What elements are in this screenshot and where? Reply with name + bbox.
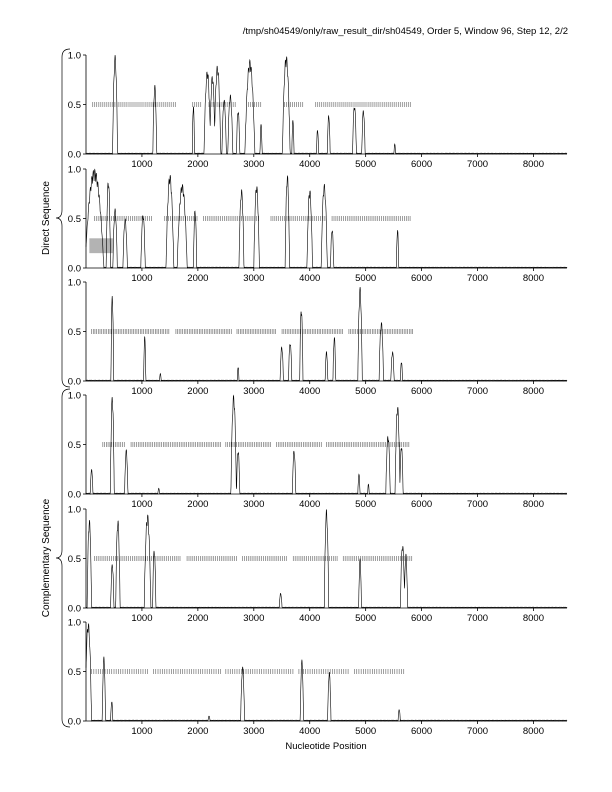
marker-row xyxy=(285,102,303,107)
marker-row xyxy=(92,669,148,674)
x-axis-label: Nucleotide Position xyxy=(285,741,367,752)
x-tick-label: 4000 xyxy=(299,726,321,737)
y-tick-label: 1.0 xyxy=(67,504,81,516)
marker-row xyxy=(277,442,322,447)
x-tick-label: 6000 xyxy=(411,613,433,624)
y-tick-label: 0.5 xyxy=(67,667,81,678)
panel-stack xyxy=(68,51,567,738)
x-tick-label: 1000 xyxy=(131,159,153,170)
x-tick-label: 2000 xyxy=(187,159,209,170)
signal-line xyxy=(86,510,567,609)
x-tick-label: 3000 xyxy=(243,726,265,737)
y-tick-label: 1.0 xyxy=(67,50,81,62)
marker-row xyxy=(332,216,410,221)
marker-row xyxy=(282,329,343,334)
marker-row xyxy=(355,669,404,674)
group-brackets xyxy=(41,49,70,727)
marker-row xyxy=(243,556,287,561)
x-tick-label: 1000 xyxy=(131,726,153,737)
x-tick-label: 5000 xyxy=(355,726,377,737)
x-tick-label: 3000 xyxy=(243,159,265,170)
x-tick-label: 1000 xyxy=(131,386,153,397)
x-tick-label: 5000 xyxy=(355,386,377,397)
y-tick-label: 1.0 xyxy=(67,164,81,176)
x-tick-label: 6000 xyxy=(411,386,433,397)
group-2 xyxy=(41,389,70,727)
marker-row xyxy=(316,102,411,107)
y-tick-label: 0.0 xyxy=(67,603,81,615)
y-tick-label: 1.0 xyxy=(67,390,81,402)
y-tick-label: 0.5 xyxy=(67,440,81,451)
marker-row xyxy=(187,556,236,561)
marker-row xyxy=(176,329,231,334)
y-tick-label: 0.0 xyxy=(67,149,81,161)
marker-row xyxy=(193,102,201,107)
x-tick-label: 3000 xyxy=(243,273,265,284)
x-tick-label: 8000 xyxy=(522,159,545,170)
x-tick-label: 1000 xyxy=(131,273,153,284)
shaded-region xyxy=(89,238,112,253)
marker-row xyxy=(204,216,259,221)
x-tick-label: 2000 xyxy=(187,613,209,624)
y-tick-label: 0.5 xyxy=(67,554,81,565)
marker-row xyxy=(154,669,221,674)
x-tick-label: 8000 xyxy=(522,273,545,284)
y-tick-label: 1.0 xyxy=(67,617,81,629)
marker-row xyxy=(165,216,197,221)
y-tick-label: 0.5 xyxy=(67,214,81,225)
y-tick-label: 0.0 xyxy=(67,263,81,275)
x-tick-label: 4000 xyxy=(299,386,321,397)
y-tick-label: 0.0 xyxy=(67,716,81,728)
x-tick-label: 2000 xyxy=(187,499,209,510)
x-tick-label: 5000 xyxy=(355,273,377,284)
x-tick-label: 3000 xyxy=(243,499,265,510)
y-tick-label: 0.0 xyxy=(67,376,81,388)
marker-row xyxy=(94,556,180,561)
x-tick-label: 3000 xyxy=(243,613,265,624)
panel-1 xyxy=(68,51,567,171)
y-tick-label: 0.5 xyxy=(67,100,81,111)
x-tick-label: 4000 xyxy=(299,613,321,624)
x-tick-label: 2000 xyxy=(187,386,209,397)
x-tick-label: 5000 xyxy=(355,499,377,510)
group-1 xyxy=(41,49,70,387)
marker-row xyxy=(131,442,221,447)
x-tick-label: 6000 xyxy=(411,159,433,170)
x-tick-label: 7000 xyxy=(466,726,489,737)
y-tick-label: 1.0 xyxy=(67,277,81,289)
y-tick-label: 0.5 xyxy=(67,327,81,338)
panel-5 xyxy=(68,505,567,625)
marker-row xyxy=(299,669,348,674)
x-tick-label: 8000 xyxy=(522,386,545,397)
x-tick-label: 8000 xyxy=(522,726,545,737)
panel-3 xyxy=(68,278,567,398)
marker-row xyxy=(237,329,276,334)
group-label: Complementary Sequence xyxy=(41,498,52,618)
x-tick-label: 7000 xyxy=(466,386,489,397)
x-tick-label: 5000 xyxy=(355,613,377,624)
signal-line xyxy=(86,169,567,268)
marker-row xyxy=(226,669,293,674)
x-tick-label: 7000 xyxy=(466,499,489,510)
x-tick-label: 7000 xyxy=(466,613,489,624)
x-tick-label: 6000 xyxy=(411,499,433,510)
x-tick-label: 8000 xyxy=(522,613,545,624)
y-tick-label: 0.0 xyxy=(67,489,81,501)
x-tick-label: 3000 xyxy=(243,386,265,397)
x-tick-label: 4000 xyxy=(299,499,321,510)
signal-line xyxy=(86,55,567,154)
marker-row xyxy=(92,329,169,334)
file-header: /tmp/sh04549/only/raw_result_dir/sh04549, Order 5, Window 96, Step 12, 2/2 xyxy=(242,26,568,37)
x-tick-label: 7000 xyxy=(466,159,489,170)
panel-2 xyxy=(68,165,567,285)
marker-row xyxy=(93,102,176,107)
group-label: Direct Sequence xyxy=(41,181,52,255)
x-tick-label: 2000 xyxy=(187,273,209,284)
x-tick-label: 6000 xyxy=(411,726,433,737)
x-tick-label: 5000 xyxy=(355,159,377,170)
x-tick-label: 1000 xyxy=(131,613,153,624)
x-tick-label: 6000 xyxy=(411,273,433,284)
marker-row xyxy=(327,442,409,447)
x-tick-label: 8000 xyxy=(522,499,545,510)
x-tick-label: 1000 xyxy=(131,499,153,510)
signal-line xyxy=(86,287,567,381)
x-tick-label: 4000 xyxy=(299,159,321,170)
marker-row xyxy=(249,102,261,107)
panel-4 xyxy=(68,391,567,511)
x-tick-label: 2000 xyxy=(187,726,209,737)
marker-row xyxy=(293,556,337,561)
panel-6 xyxy=(68,618,567,738)
marker-row xyxy=(271,216,326,221)
x-tick-label: 7000 xyxy=(466,273,489,284)
x-tick-label: 4000 xyxy=(299,273,321,284)
marker-row xyxy=(226,442,271,447)
